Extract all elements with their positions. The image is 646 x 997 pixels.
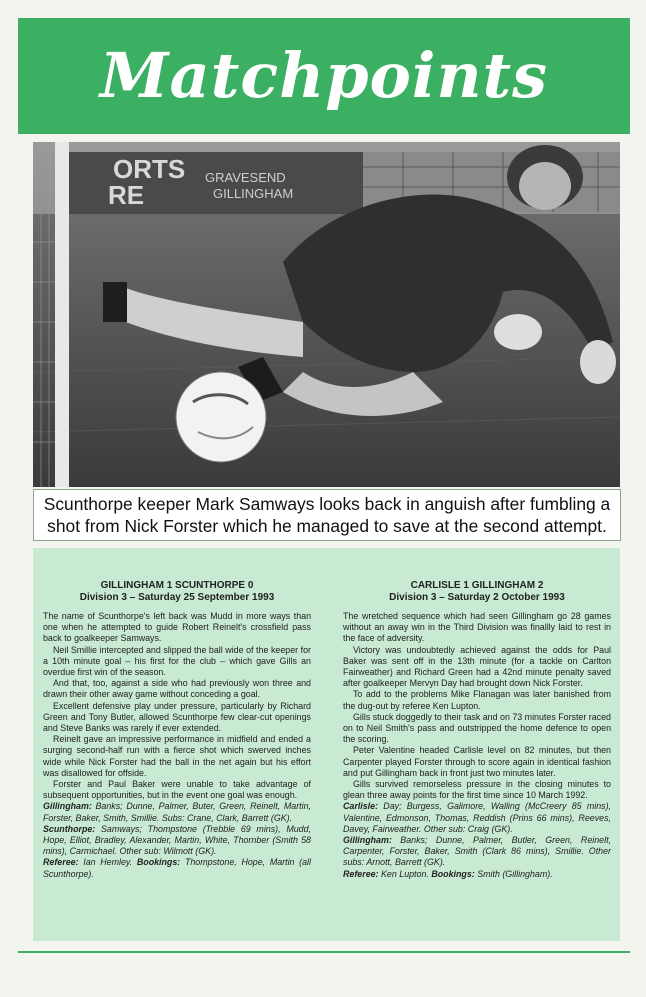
page-title: Matchpoints (99, 39, 549, 112)
team-label: Carlisle: (343, 801, 379, 812)
referee-line (343, 869, 611, 880)
report-paragraph: The wretched sequence which had seen Gillingham go 28 games without an away win in the Third Division was finallly laid to rest in the face of adversity. (343, 611, 611, 644)
report-score: CARLISLE 1 GILLINGHAM 2 (410, 580, 544, 591)
referee-label: Referee: (43, 857, 79, 868)
photo-caption (33, 489, 621, 541)
referee-name: Ken Lupton. (378, 868, 432, 879)
report-paragraph: Gills stuck doggedly to their task and on 73 minutes Forster raced on to Neil Smith's pass and outstripped the home defence to open the scoring. (343, 711, 611, 745)
report-paragraph: To add to the problems Mike Flanagan was later banished from the dug-out by referee Ken Lupton. (343, 689, 611, 711)
report-score: GILLINGHAM 1 SCUNTHORPE 0 (100, 580, 254, 591)
hoarding-text: ORTS (113, 154, 186, 184)
report-paragraph: Neil Smillie intercepted and slipped the ball wide of the keeper for a 10th minute goal – his first for the club – which gave Gills an overdue first win of the season. (43, 644, 311, 678)
report-date: Division 3 – Saturday 25 September 1993 (79, 591, 275, 603)
team-players: Banks; Dunne, Palmer, Butler, Green, Reinelt, Carpenter, Forster, Baker, Smith (Clark 86 mins), Smillie. Other subs: Arnott, Barrett (GK). (343, 835, 611, 868)
title-banner (18, 18, 630, 134)
referee-name: Ian Hemley. (78, 857, 137, 868)
goalpost (55, 142, 69, 487)
report-paragraph: Gills survived remorseless pressure in the closing minutes to glean three away points for the first time since 10 March 1992. (343, 779, 611, 801)
report-gillingham-scunthorpe (43, 580, 311, 880)
team-players: Banks; Dunne, Palmer, Buter, Green, Reinelt, Martin, Forster, Baker, Smith, Smillie. Subs: Crane, Clark, Barrett (GK). (43, 801, 311, 823)
team-players: Samways; Thompstone (Trebble 69 mins), Mudd, Hope, Elliot, Bradley, Alexander, Martin, White, Thornber (Smith 58 mins), Carmichael. Other sub: Wilmott (GK). (43, 823, 311, 857)
hoarding-text: GILLINGHAM (213, 186, 294, 201)
team-lineup (343, 835, 611, 869)
football (176, 372, 266, 462)
hoarding-text: RE (108, 180, 145, 210)
report-heading (43, 580, 311, 603)
match-reports-panel (33, 548, 620, 941)
report-paragraph: And that, too, against a side who had previously won three and drawn their other away game without conceding a goal. (43, 678, 311, 700)
bookings-list: Thompstone, Hope, Martin (all Scunthorpe). (43, 857, 312, 879)
report-paragraph: Excellent defensive play under pressure, particularly by Richard Green and Tony Butler, allowed Scunthorpe few clear-cut openings and Steve Banks was rarely if ever extended. (43, 700, 311, 734)
referee-label: Referee: (343, 868, 379, 879)
report-paragraph: Victory was undoubtedly achieved against the odds for Paul Baker was sent off in the 13th minute (for a tackle on Carlton Fairweather) and Richard Green had a 42nd minute penalty saved after goalkeeper Mervyn Day had brought down Nick Forster. (343, 644, 611, 689)
bookings-label: Bookings: (136, 857, 181, 868)
report-heading (343, 580, 611, 603)
team-label: Scunthorpe: (43, 823, 96, 834)
report-paragraph: The name of Scunthorpe's left back was Mudd in more ways than one when he attempted to guide Robert Reinelt's crossfield pass back to goalkeeper Samways. (43, 611, 311, 644)
caption-text: Scunthorpe keeper Mark Samways looks back in anguish after fumbling a shot from Nick Forster which he managed to save at the second attempt. (43, 494, 611, 536)
report-carlisle-gillingham (343, 580, 611, 880)
team-lineup (43, 824, 311, 858)
bookings-label: Bookings: (431, 868, 475, 879)
team-players: Day; Burgess, Galimore, Walling (McCreery 85 mins), Valentine, Edmonson, Thomas, Reddish (Prins 66 mins), Reeves, Davey, Fairweather. Other sub: Craig (GK). (343, 801, 611, 834)
hoarding-text: GRAVESEND (205, 170, 286, 185)
bookings-list: Smith (Gillingham). (474, 868, 553, 879)
report-paragraph: Forster and Paul Baker were unable to take advantage of subsequent opportunities, but in the event one goal was enough. (43, 779, 311, 801)
match-photo (33, 142, 620, 487)
report-paragraph: Reinelt gave an impressive performance in midfield and ended a surging second-half run with a fierce shot which swerved inches wide while Nick Forster had the ball in the net again but his effort was disallowed for offside. (43, 734, 311, 778)
team-lineup (343, 801, 611, 835)
report-date: Division 3 – Saturday 2 October 1993 (389, 591, 565, 603)
report-paragraph: Peter Valentine headed Carlisle level on 82 minutes, but then Carpenter played Forster through to score again in identical fashion and put Gillingham back in front just two minutes later. (343, 745, 611, 778)
team-label: Gillingham: (43, 801, 92, 812)
team-lineup (43, 801, 311, 823)
bottom-rule (18, 951, 630, 953)
team-label: Gillingham: (343, 835, 392, 846)
goalkeeper-photo (33, 142, 620, 487)
referee-line (43, 857, 311, 879)
